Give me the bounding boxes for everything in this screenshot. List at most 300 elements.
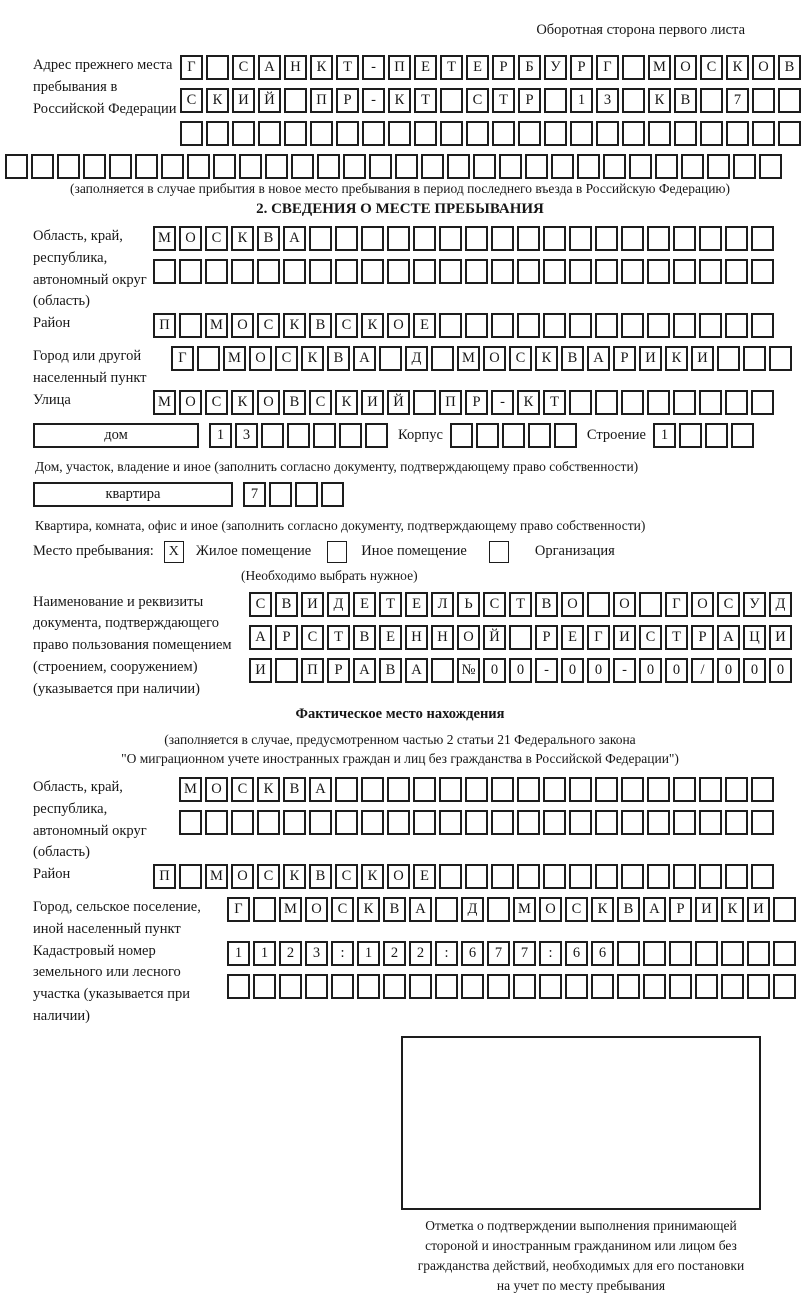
form-cell[interactable]: [773, 974, 796, 999]
form-cell[interactable]: -: [613, 658, 636, 683]
form-cell[interactable]: [751, 390, 774, 415]
form-cell[interactable]: [336, 121, 359, 146]
form-cell[interactable]: [283, 259, 306, 284]
form-cell[interactable]: [413, 777, 436, 802]
form-cell[interactable]: [591, 974, 614, 999]
form-cell[interactable]: К: [726, 55, 749, 80]
form-cell[interactable]: Т: [440, 55, 463, 80]
form-cell[interactable]: К: [335, 390, 358, 415]
form-cell[interactable]: О: [179, 226, 202, 251]
form-cell[interactable]: [261, 423, 284, 448]
form-cell[interactable]: Ь: [457, 592, 480, 617]
form-cell[interactable]: [309, 226, 332, 251]
form-cell[interactable]: В: [283, 390, 306, 415]
form-cell[interactable]: [751, 259, 774, 284]
form-cell[interactable]: [681, 154, 704, 179]
form-cell[interactable]: [752, 88, 775, 113]
form-cell[interactable]: В: [561, 346, 584, 371]
form-cell[interactable]: [465, 864, 488, 889]
form-cell[interactable]: [517, 864, 540, 889]
form-cell[interactable]: [673, 777, 696, 802]
form-cell[interactable]: [721, 974, 744, 999]
form-cell[interactable]: А: [353, 346, 376, 371]
form-cell[interactable]: [569, 313, 592, 338]
form-cell[interactable]: [544, 88, 567, 113]
form-cell[interactable]: [587, 592, 610, 617]
form-cell[interactable]: И: [613, 625, 636, 650]
form-cell[interactable]: 2: [383, 941, 406, 966]
form-cell[interactable]: [622, 55, 645, 80]
form-cell[interactable]: С: [335, 313, 358, 338]
form-cell[interactable]: В: [275, 592, 298, 617]
form-cell[interactable]: М: [457, 346, 480, 371]
form-cell[interactable]: [206, 121, 229, 146]
form-cell[interactable]: 0: [561, 658, 584, 683]
form-cell[interactable]: С: [257, 864, 280, 889]
form-cell[interactable]: С: [231, 777, 254, 802]
form-cell[interactable]: [362, 121, 385, 146]
form-cell[interactable]: С: [232, 55, 255, 80]
form-cell[interactable]: А: [409, 897, 432, 922]
form-cell[interactable]: В: [379, 658, 402, 683]
form-cell[interactable]: О: [305, 897, 328, 922]
form-cell[interactable]: [387, 226, 410, 251]
form-cell[interactable]: П: [439, 390, 462, 415]
form-cell[interactable]: 1: [253, 941, 276, 966]
form-cell[interactable]: [699, 226, 722, 251]
form-cell[interactable]: 3: [305, 941, 328, 966]
form-cell[interactable]: [257, 259, 280, 284]
form-cell[interactable]: :: [435, 941, 458, 966]
form-cell[interactable]: Е: [353, 592, 376, 617]
form-cell[interactable]: [387, 259, 410, 284]
form-cell[interactable]: [365, 423, 388, 448]
form-cell[interactable]: [617, 974, 640, 999]
form-cell[interactable]: Д: [327, 592, 350, 617]
form-cell[interactable]: [465, 313, 488, 338]
form-cell[interactable]: [287, 423, 310, 448]
form-cell[interactable]: 1: [227, 941, 250, 966]
form-cell[interactable]: М: [153, 226, 176, 251]
form-cell[interactable]: К: [591, 897, 614, 922]
form-cell[interactable]: [674, 121, 697, 146]
form-cell[interactable]: [751, 777, 774, 802]
form-cell[interactable]: [335, 226, 358, 251]
form-cell[interactable]: [473, 154, 496, 179]
form-cell[interactable]: Р: [275, 625, 298, 650]
form-cell[interactable]: [295, 482, 318, 507]
form-cell[interactable]: [647, 390, 670, 415]
form-cell[interactable]: И: [249, 658, 272, 683]
form-cell[interactable]: [335, 259, 358, 284]
form-cell[interactable]: [647, 226, 670, 251]
form-cell[interactable]: [313, 423, 336, 448]
form-cell[interactable]: [751, 226, 774, 251]
form-cell[interactable]: [431, 658, 454, 683]
form-cell[interactable]: 0: [509, 658, 532, 683]
form-cell[interactable]: Т: [509, 592, 532, 617]
form-cell[interactable]: О: [249, 346, 272, 371]
form-cell[interactable]: С: [331, 897, 354, 922]
form-cell[interactable]: [357, 974, 380, 999]
form-cell[interactable]: 7: [487, 941, 510, 966]
form-cell[interactable]: [669, 974, 692, 999]
form-cell[interactable]: С: [301, 625, 324, 650]
form-cell[interactable]: [769, 346, 792, 371]
form-cell[interactable]: [476, 423, 499, 448]
form-cell[interactable]: [569, 259, 592, 284]
form-cell[interactable]: [705, 423, 728, 448]
form-cell[interactable]: [725, 390, 748, 415]
form-cell[interactable]: Й: [483, 625, 506, 650]
form-cell[interactable]: Г: [171, 346, 194, 371]
form-cell[interactable]: [227, 974, 250, 999]
form-cell[interactable]: [413, 259, 436, 284]
form-cell[interactable]: [491, 313, 514, 338]
form-cell[interactable]: [517, 259, 540, 284]
form-cell[interactable]: [639, 592, 662, 617]
form-cell[interactable]: [725, 259, 748, 284]
form-cell[interactable]: 7: [513, 941, 536, 966]
form-cell[interactable]: -: [362, 88, 385, 113]
form-cell[interactable]: [743, 346, 766, 371]
form-cell[interactable]: [539, 974, 562, 999]
form-cell[interactable]: А: [283, 226, 306, 251]
form-cell[interactable]: 0: [717, 658, 740, 683]
form-cell[interactable]: К: [231, 390, 254, 415]
form-cell[interactable]: [450, 423, 473, 448]
form-cell[interactable]: [253, 974, 276, 999]
form-cell[interactable]: С: [700, 55, 723, 80]
form-cell[interactable]: Т: [327, 625, 350, 650]
form-cell[interactable]: [747, 974, 770, 999]
form-cell[interactable]: В: [778, 55, 801, 80]
form-cell[interactable]: Т: [492, 88, 515, 113]
form-cell[interactable]: Ц: [743, 625, 766, 650]
form-cell[interactable]: [726, 121, 749, 146]
form-cell[interactable]: [595, 864, 618, 889]
form-cell[interactable]: А: [717, 625, 740, 650]
form-cell[interactable]: [421, 154, 444, 179]
form-cell[interactable]: О: [387, 313, 410, 338]
form-cell[interactable]: [361, 259, 384, 284]
form-cell[interactable]: О: [674, 55, 697, 80]
form-cell[interactable]: М: [648, 55, 671, 80]
form-cell[interactable]: [197, 346, 220, 371]
form-cell[interactable]: [673, 226, 696, 251]
form-cell[interactable]: [569, 226, 592, 251]
form-cell[interactable]: [180, 121, 203, 146]
form-cell[interactable]: [305, 974, 328, 999]
form-cell[interactable]: С: [309, 390, 332, 415]
form-cell[interactable]: В: [257, 226, 280, 251]
form-cell[interactable]: [569, 864, 592, 889]
form-cell[interactable]: Е: [561, 625, 584, 650]
form-cell[interactable]: Р: [492, 55, 515, 80]
form-cell[interactable]: [577, 154, 600, 179]
form-cell[interactable]: С: [249, 592, 272, 617]
form-cell[interactable]: [284, 88, 307, 113]
form-cell[interactable]: 0: [769, 658, 792, 683]
form-cell[interactable]: М: [223, 346, 246, 371]
form-cell[interactable]: [655, 154, 678, 179]
form-cell[interactable]: М: [279, 897, 302, 922]
form-cell[interactable]: С: [335, 864, 358, 889]
form-cell[interactable]: [206, 55, 229, 80]
form-cell[interactable]: С: [483, 592, 506, 617]
form-cell[interactable]: [465, 259, 488, 284]
form-cell[interactable]: [759, 154, 782, 179]
form-cell[interactable]: [647, 777, 670, 802]
form-cell[interactable]: [179, 810, 202, 835]
form-cell[interactable]: [679, 423, 702, 448]
form-cell[interactable]: Р: [691, 625, 714, 650]
form-cell[interactable]: О: [231, 864, 254, 889]
form-cell[interactable]: В: [674, 88, 697, 113]
form-cell[interactable]: [518, 121, 541, 146]
form-cell[interactable]: -: [535, 658, 558, 683]
form-cell[interactable]: И: [232, 88, 255, 113]
form-cell[interactable]: В: [283, 777, 306, 802]
form-cell[interactable]: [621, 777, 644, 802]
form-cell[interactable]: Р: [327, 658, 350, 683]
form-cell[interactable]: [721, 941, 744, 966]
form-cell[interactable]: [161, 154, 184, 179]
form-cell[interactable]: [369, 154, 392, 179]
form-cell[interactable]: [621, 810, 644, 835]
form-cell[interactable]: [725, 226, 748, 251]
form-cell[interactable]: О: [179, 390, 202, 415]
form-cell[interactable]: 1: [653, 423, 676, 448]
form-cell[interactable]: [595, 777, 618, 802]
form-cell[interactable]: П: [388, 55, 411, 80]
form-cell[interactable]: [414, 121, 437, 146]
form-cell[interactable]: [309, 259, 332, 284]
form-cell[interactable]: [57, 154, 80, 179]
form-cell[interactable]: [435, 974, 458, 999]
form-cell[interactable]: [179, 864, 202, 889]
form-cell[interactable]: [379, 346, 402, 371]
form-cell[interactable]: М: [205, 864, 228, 889]
form-cell[interactable]: [335, 777, 358, 802]
form-cell[interactable]: О: [457, 625, 480, 650]
form-cell[interactable]: [517, 226, 540, 251]
form-cell[interactable]: Е: [466, 55, 489, 80]
form-cell[interactable]: У: [743, 592, 766, 617]
form-cell[interactable]: [465, 810, 488, 835]
form-cell[interactable]: [725, 313, 748, 338]
form-cell[interactable]: [387, 810, 410, 835]
form-cell[interactable]: К: [721, 897, 744, 922]
form-cell[interactable]: [621, 864, 644, 889]
form-cell[interactable]: [565, 974, 588, 999]
form-cell[interactable]: [621, 390, 644, 415]
form-cell[interactable]: О: [561, 592, 584, 617]
form-cell[interactable]: [725, 864, 748, 889]
form-cell[interactable]: [413, 810, 436, 835]
form-cell[interactable]: [596, 121, 619, 146]
form-cell[interactable]: [595, 390, 618, 415]
form-cell[interactable]: К: [301, 346, 324, 371]
form-cell[interactable]: И: [639, 346, 662, 371]
form-cell[interactable]: [673, 313, 696, 338]
form-cell[interactable]: Н: [284, 55, 307, 80]
form-cell[interactable]: Й: [258, 88, 281, 113]
form-cell[interactable]: Р: [535, 625, 558, 650]
form-cell[interactable]: [335, 810, 358, 835]
form-cell[interactable]: [700, 88, 723, 113]
form-cell[interactable]: Е: [413, 313, 436, 338]
form-cell[interactable]: В: [309, 864, 332, 889]
form-cell[interactable]: [258, 121, 281, 146]
form-cell[interactable]: [752, 121, 775, 146]
form-cell[interactable]: [387, 777, 410, 802]
form-cell[interactable]: [751, 864, 774, 889]
form-cell[interactable]: А: [309, 777, 332, 802]
form-cell[interactable]: [707, 154, 730, 179]
form-cell[interactable]: В: [309, 313, 332, 338]
form-cell[interactable]: К: [257, 777, 280, 802]
form-cell[interactable]: К: [283, 864, 306, 889]
form-cell[interactable]: [751, 810, 774, 835]
form-cell[interactable]: 3: [596, 88, 619, 113]
form-cell[interactable]: [699, 313, 722, 338]
form-cell[interactable]: [543, 226, 566, 251]
form-cell[interactable]: О: [691, 592, 714, 617]
form-cell[interactable]: И: [695, 897, 718, 922]
form-cell[interactable]: А: [249, 625, 272, 650]
form-cell[interactable]: О: [231, 313, 254, 338]
form-cell[interactable]: [669, 941, 692, 966]
form-cell[interactable]: О: [257, 390, 280, 415]
form-cell[interactable]: В: [353, 625, 376, 650]
form-cell[interactable]: [543, 777, 566, 802]
form-cell[interactable]: [461, 974, 484, 999]
form-cell[interactable]: М: [153, 390, 176, 415]
form-cell[interactable]: [751, 313, 774, 338]
form-cell[interactable]: Д: [769, 592, 792, 617]
form-cell[interactable]: 0: [587, 658, 610, 683]
form-cell[interactable]: А: [353, 658, 376, 683]
form-cell[interactable]: [465, 226, 488, 251]
form-cell[interactable]: О: [613, 592, 636, 617]
form-cell[interactable]: [309, 810, 332, 835]
checkbox-organization[interactable]: [489, 541, 509, 563]
form-cell[interactable]: [279, 974, 302, 999]
form-cell[interactable]: Г: [180, 55, 203, 80]
form-cell[interactable]: №: [457, 658, 480, 683]
form-cell[interactable]: П: [301, 658, 324, 683]
form-cell[interactable]: [383, 974, 406, 999]
form-cell[interactable]: 6: [461, 941, 484, 966]
form-cell[interactable]: Р: [518, 88, 541, 113]
checkbox-residential[interactable]: X: [164, 541, 184, 563]
form-cell[interactable]: К: [310, 55, 333, 80]
form-cell[interactable]: [621, 313, 644, 338]
form-cell[interactable]: С: [257, 313, 280, 338]
form-cell[interactable]: И: [301, 592, 324, 617]
form-cell[interactable]: 6: [565, 941, 588, 966]
form-cell[interactable]: С: [466, 88, 489, 113]
form-cell[interactable]: 0: [483, 658, 506, 683]
form-cell[interactable]: 1: [209, 423, 232, 448]
form-cell[interactable]: К: [388, 88, 411, 113]
form-cell[interactable]: [492, 121, 515, 146]
form-cell[interactable]: [466, 121, 489, 146]
form-cell[interactable]: [621, 226, 644, 251]
form-cell[interactable]: П: [153, 864, 176, 889]
form-cell[interactable]: [543, 810, 566, 835]
form-cell[interactable]: К: [665, 346, 688, 371]
form-cell[interactable]: :: [539, 941, 562, 966]
form-cell[interactable]: [528, 423, 551, 448]
form-cell[interactable]: [231, 810, 254, 835]
form-cell[interactable]: О: [387, 864, 410, 889]
form-cell[interactable]: [509, 625, 532, 650]
form-cell[interactable]: [187, 154, 210, 179]
form-cell[interactable]: [643, 974, 666, 999]
form-cell[interactable]: [517, 810, 540, 835]
form-cell[interactable]: В: [383, 897, 406, 922]
form-cell[interactable]: М: [205, 313, 228, 338]
form-cell[interactable]: [517, 313, 540, 338]
form-cell[interactable]: [699, 390, 722, 415]
form-cell[interactable]: 1: [570, 88, 593, 113]
form-cell[interactable]: [343, 154, 366, 179]
form-cell[interactable]: [643, 941, 666, 966]
form-cell[interactable]: Т: [336, 55, 359, 80]
form-cell[interactable]: Г: [665, 592, 688, 617]
form-cell[interactable]: [491, 259, 514, 284]
form-cell[interactable]: [695, 974, 718, 999]
form-cell[interactable]: Т: [414, 88, 437, 113]
form-cell[interactable]: [491, 864, 514, 889]
form-cell[interactable]: [5, 154, 28, 179]
form-cell[interactable]: [179, 259, 202, 284]
form-cell[interactable]: [595, 313, 618, 338]
form-cell[interactable]: Д: [461, 897, 484, 922]
form-cell[interactable]: [603, 154, 626, 179]
form-cell[interactable]: И: [747, 897, 770, 922]
form-cell[interactable]: С: [205, 226, 228, 251]
form-cell[interactable]: 0: [665, 658, 688, 683]
form-cell[interactable]: [413, 390, 436, 415]
form-cell[interactable]: [361, 777, 384, 802]
form-cell[interactable]: Н: [431, 625, 454, 650]
form-cell[interactable]: О: [205, 777, 228, 802]
form-cell[interactable]: [543, 259, 566, 284]
form-cell[interactable]: 7: [243, 482, 266, 507]
form-cell[interactable]: [321, 482, 344, 507]
form-cell[interactable]: Е: [405, 592, 428, 617]
form-cell[interactable]: [570, 121, 593, 146]
form-cell[interactable]: [647, 313, 670, 338]
form-cell[interactable]: [725, 777, 748, 802]
form-cell[interactable]: К: [648, 88, 671, 113]
form-cell[interactable]: [487, 897, 510, 922]
form-cell[interactable]: 0: [639, 658, 662, 683]
form-cell[interactable]: [439, 313, 462, 338]
form-cell[interactable]: [617, 941, 640, 966]
form-cell[interactable]: [265, 154, 288, 179]
form-cell[interactable]: [431, 346, 454, 371]
form-cell[interactable]: /: [691, 658, 714, 683]
form-cell[interactable]: Е: [413, 864, 436, 889]
form-cell[interactable]: М: [513, 897, 536, 922]
form-cell[interactable]: [439, 777, 462, 802]
form-cell[interactable]: [439, 810, 462, 835]
form-cell[interactable]: -: [362, 55, 385, 80]
